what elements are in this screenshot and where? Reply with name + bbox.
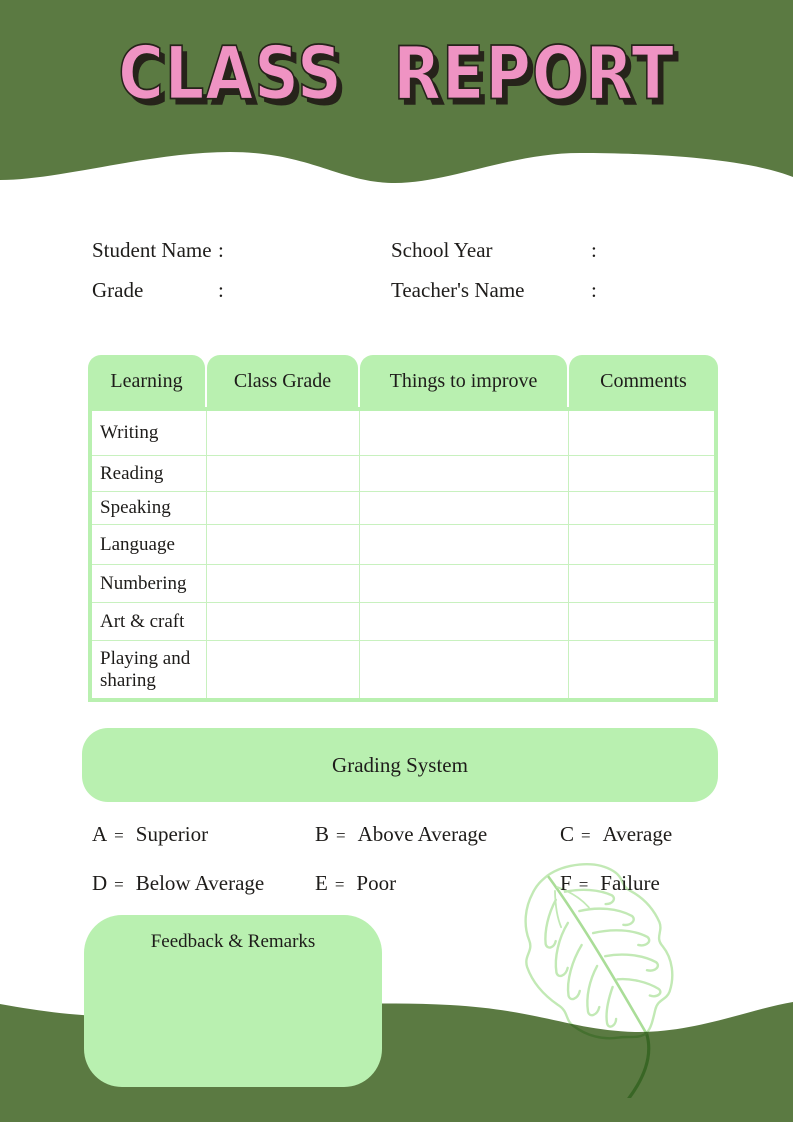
class-grade-cell[interactable] bbox=[207, 411, 360, 456]
grade-letter: B bbox=[315, 822, 330, 846]
equals-sign: = bbox=[334, 875, 345, 894]
things-to-improve-cell[interactable] bbox=[360, 603, 569, 641]
equals-sign: = bbox=[114, 826, 124, 845]
grading-system-banner bbox=[82, 728, 718, 802]
table-row-playing-sharing bbox=[92, 641, 714, 698]
grade-meaning: Failure bbox=[600, 871, 660, 895]
row-label: Speaking bbox=[92, 492, 207, 525]
grading-legend bbox=[92, 822, 708, 896]
page-title: CLASS REPORT bbox=[118, 30, 675, 117]
grade-letter: A bbox=[92, 822, 108, 846]
equals-sign: = bbox=[578, 875, 589, 894]
things-to-improve-cell[interactable] bbox=[360, 641, 569, 698]
row-label: Numbering bbox=[92, 565, 207, 603]
table-row-reading bbox=[92, 456, 714, 492]
comments-cell[interactable] bbox=[569, 411, 714, 456]
grade-meaning: Poor bbox=[356, 871, 397, 895]
feedback-remarks-content[interactable] bbox=[84, 953, 382, 1087]
class-grade-cell[interactable] bbox=[207, 492, 360, 525]
school-year-field bbox=[391, 233, 712, 261]
student-info-section bbox=[92, 233, 712, 301]
grade-meaning: Average bbox=[602, 822, 673, 846]
table-row-numbering bbox=[92, 565, 714, 603]
comments-cell[interactable] bbox=[569, 525, 714, 565]
column-header-learning: Learning bbox=[88, 355, 205, 407]
grade-item-e bbox=[315, 871, 560, 896]
grade-item-b bbox=[315, 822, 560, 847]
grade-item-d bbox=[92, 871, 315, 896]
grade-item-c bbox=[560, 822, 708, 847]
grade-item-a bbox=[92, 822, 315, 847]
things-to-improve-cell[interactable] bbox=[360, 565, 569, 603]
comments-cell[interactable] bbox=[569, 603, 714, 641]
grade-meaning: Above Average bbox=[357, 822, 488, 846]
class-grade-cell[interactable] bbox=[207, 641, 360, 698]
report-table-header bbox=[88, 355, 718, 407]
things-to-improve-cell[interactable] bbox=[360, 525, 569, 565]
table-row-art-craft bbox=[92, 603, 714, 641]
grade-value[interactable] bbox=[224, 273, 391, 297]
teacher-name-field bbox=[391, 273, 712, 301]
teacher-name-colon: : bbox=[591, 278, 597, 302]
school-year-label: School Year bbox=[391, 238, 493, 262]
row-label: Art & craft bbox=[92, 603, 207, 641]
comments-cell[interactable] bbox=[569, 456, 714, 492]
feedback-remarks-title: Feedback & Remarks bbox=[150, 931, 316, 952]
equals-sign: = bbox=[336, 826, 346, 845]
grade-letter: F bbox=[560, 871, 572, 895]
class-grade-cell[interactable] bbox=[207, 525, 360, 565]
grade-item-f bbox=[560, 871, 708, 896]
row-label: Reading bbox=[92, 456, 207, 492]
row-label: Playing and sharing bbox=[92, 641, 207, 698]
row-label: Writing bbox=[92, 411, 207, 456]
report-table bbox=[88, 355, 718, 702]
teacher-name-label: Teacher's Name bbox=[391, 278, 525, 302]
class-grade-cell[interactable] bbox=[207, 603, 360, 641]
things-to-improve-cell[interactable] bbox=[360, 456, 569, 492]
grade-letter: E bbox=[315, 871, 328, 895]
grade-letter: C bbox=[560, 822, 575, 846]
class-grade-cell[interactable] bbox=[207, 456, 360, 492]
grade-field bbox=[92, 273, 391, 301]
table-row-speaking bbox=[92, 492, 714, 525]
grade-meaning: Below Average bbox=[135, 871, 265, 895]
comments-cell[interactable] bbox=[569, 492, 714, 525]
grading-system-title: Grading System bbox=[332, 752, 468, 777]
things-to-improve-cell[interactable] bbox=[360, 492, 569, 525]
column-header-things-to-improve: Things to improve bbox=[360, 355, 567, 407]
student-name-field bbox=[92, 233, 391, 261]
grade-label: Grade bbox=[92, 278, 144, 302]
comments-cell[interactable] bbox=[569, 641, 714, 698]
table-row-language bbox=[92, 525, 714, 565]
school-year-colon: : bbox=[591, 238, 597, 262]
things-to-improve-cell[interactable] bbox=[360, 411, 569, 456]
grade-meaning: Superior bbox=[135, 822, 209, 846]
table-row-writing bbox=[92, 411, 714, 456]
teacher-name-value[interactable] bbox=[597, 273, 712, 297]
school-year-value[interactable] bbox=[597, 233, 712, 257]
grade-colon: : bbox=[218, 278, 224, 302]
comments-cell[interactable] bbox=[569, 565, 714, 603]
row-label: Language bbox=[92, 525, 207, 565]
equals-sign: = bbox=[581, 826, 591, 845]
equals-sign: = bbox=[114, 875, 124, 894]
student-name-colon: : bbox=[218, 238, 224, 262]
student-name-value[interactable] bbox=[224, 233, 391, 257]
column-header-comments: Comments bbox=[569, 355, 718, 407]
column-header-class-grade: Class Grade bbox=[207, 355, 358, 407]
class-grade-cell[interactable] bbox=[207, 565, 360, 603]
report-table-body bbox=[88, 407, 718, 702]
feedback-remarks-box bbox=[84, 915, 382, 1087]
student-name-label: Student Name bbox=[92, 238, 212, 262]
grade-letter: D bbox=[92, 871, 108, 895]
